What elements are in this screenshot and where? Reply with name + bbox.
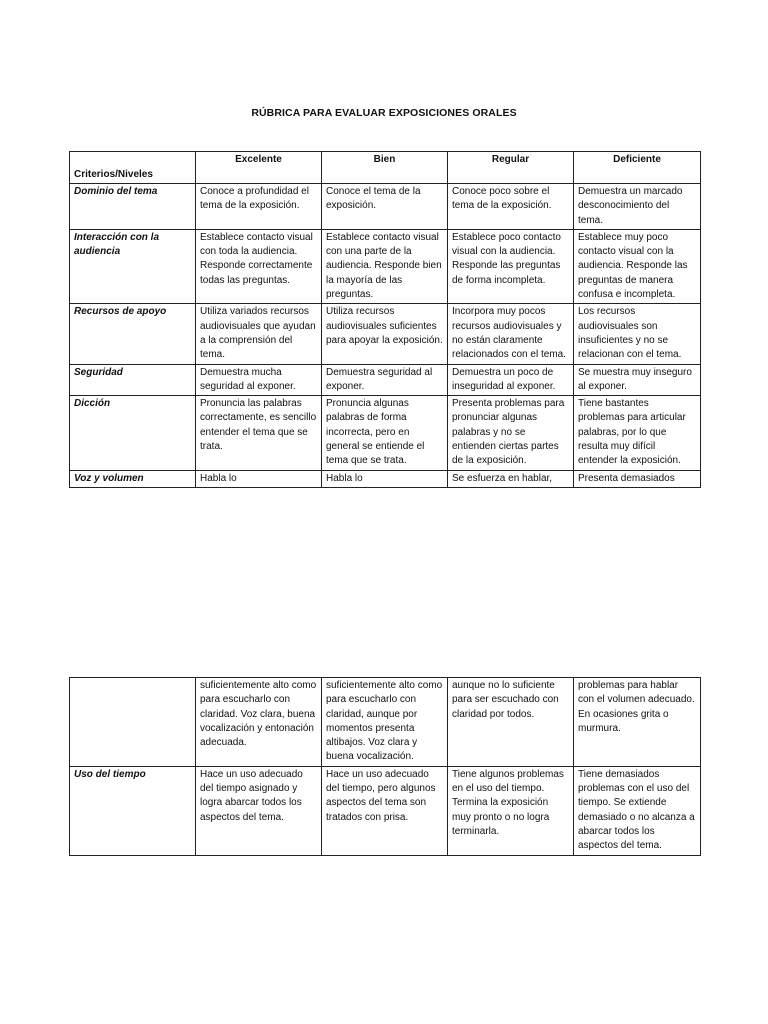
table-row — [70, 229, 701, 303]
rubric-cell: Demuestra mucha seguridad al exponer. — [196, 364, 322, 396]
table-row — [70, 470, 701, 487]
criterion-cell: Seguridad — [70, 364, 196, 396]
rubric-cell: Utiliza recursos audiovisuales suficientes para apoyar la exposición. — [322, 304, 448, 364]
level-header-bien: Bien — [322, 152, 448, 184]
rubric-cell: Establece contacto visual con toda la audiencia. Responde correctamente todas las preguntas. — [196, 229, 322, 303]
criterion-cell: Dominio del tema — [70, 184, 196, 230]
criterion-cell: Interacción con la audiencia — [70, 229, 196, 303]
rubric-cell: Pronuncia algunas palabras de forma incorrecta, pero en general se entiende el tema que se trata. — [322, 396, 448, 470]
table-row — [70, 304, 701, 364]
rubric-cell: Presenta demasiados — [574, 470, 701, 487]
rubric-cell: Conoce el tema de la exposición. — [322, 184, 448, 230]
criterion-cell: Uso del tiempo — [70, 766, 196, 855]
rubric-cell: Tiene bastantes problemas para articular palabras, por lo que resulta muy difícil entender la exposición. — [574, 396, 701, 470]
rubric-cell: Demuestra un marcado desconocimiento del tema. — [574, 184, 701, 230]
rubric-cell: suficientemente alto como para escucharlo con claridad, aunque por momentos presenta altibajos. Voz clara y buena vocalización. — [322, 678, 448, 767]
rubric-cell: Habla lo — [322, 470, 448, 487]
document-title: RÚBRICA PARA EVALUAR EXPOSICIONES ORALES — [251, 107, 517, 119]
criterion-cell — [70, 678, 196, 767]
table-header-row — [70, 152, 701, 184]
level-header-excelente: Excelente — [196, 152, 322, 184]
rubric-cell: Hace un uso adecuado del tiempo, pero algunos aspectos del tema son tratados con prisa. — [322, 766, 448, 855]
rubric-cell: Establece poco contacto visual con la audiencia. Responde las preguntas de forma incompleta. — [448, 229, 574, 303]
table-row — [70, 364, 701, 396]
rubric-cell: Demuestra un poco de inseguridad al exponer. — [448, 364, 574, 396]
rubric-cell: Incorpora muy pocos recursos audiovisuales y no están claramente relacionados con el tema. — [448, 304, 574, 364]
rubric-cell: Conoce poco sobre el tema de la exposición. — [448, 184, 574, 230]
rubric-cell: Tiene algunos problemas en el uso del tiempo. Termina la exposición muy pronto o no logra terminarla. — [448, 766, 574, 855]
level-header-regular: Regular — [448, 152, 574, 184]
rubric-cell: Establece muy poco contacto visual con la audiencia. Responde las preguntas de manera confusa e incompleta. — [574, 229, 701, 303]
rubric-cell: Habla lo — [196, 470, 322, 487]
table-row — [70, 184, 701, 230]
criteria-levels-header: Criterios/Niveles — [70, 152, 196, 184]
criterion-cell: Recursos de apoyo — [70, 304, 196, 364]
rubric-cell: suficientemente alto como para escucharlo con claridad. Voz clara, buena vocalización y entonación adecuada. — [196, 678, 322, 767]
criterion-cell: Dicción — [70, 396, 196, 470]
rubric-cell: Pronuncia las palabras correctamente, es sencillo entender el tema que se trata. — [196, 396, 322, 470]
rubric-cell: problemas para hablar con el volumen adecuado. En ocasiones grita o murmura. — [574, 678, 701, 767]
rubric-cell: Demuestra seguridad al exponer. — [322, 364, 448, 396]
table-row — [70, 678, 701, 767]
rubric-table-part-2 — [69, 677, 701, 856]
rubric-cell: Se esfuerza en hablar, — [448, 470, 574, 487]
rubric-cell: Establece contacto visual con una parte de la audiencia. Responde bien la mayoría de las preguntas. — [322, 229, 448, 303]
rubric-cell: Conoce a profundidad el tema de la exposición. — [196, 184, 322, 230]
rubric-cell: aunque no lo suficiente para ser escuchado con claridad por todos. — [448, 678, 574, 767]
table-row — [70, 396, 701, 470]
rubric-table-part-1 — [69, 151, 701, 488]
rubric-cell: Presenta problemas para pronunciar algunas palabras y no se entienden ciertas partes de la exposición. — [448, 396, 574, 470]
table-row — [70, 766, 701, 855]
level-header-deficiente: Deficiente — [574, 152, 701, 184]
rubric-cell: Se muestra muy inseguro al exponer. — [574, 364, 701, 396]
rubric-cell: Tiene demasiados problemas con el uso del tiempo. Se extiende demasiado o no alcanza a abarcar todos los aspectos del tema. — [574, 766, 701, 855]
criterion-cell: Voz y volumen — [70, 470, 196, 487]
rubric-cell: Hace un uso adecuado del tiempo asignado y logra abarcar todos los aspectos del tema. — [196, 766, 322, 855]
rubric-cell: Utiliza variados recursos audiovisuales que ayudan a la comprensión del tema. — [196, 304, 322, 364]
rubric-cell: Los recursos audiovisuales son insuficientes y no se relacionan con el tema. — [574, 304, 701, 364]
